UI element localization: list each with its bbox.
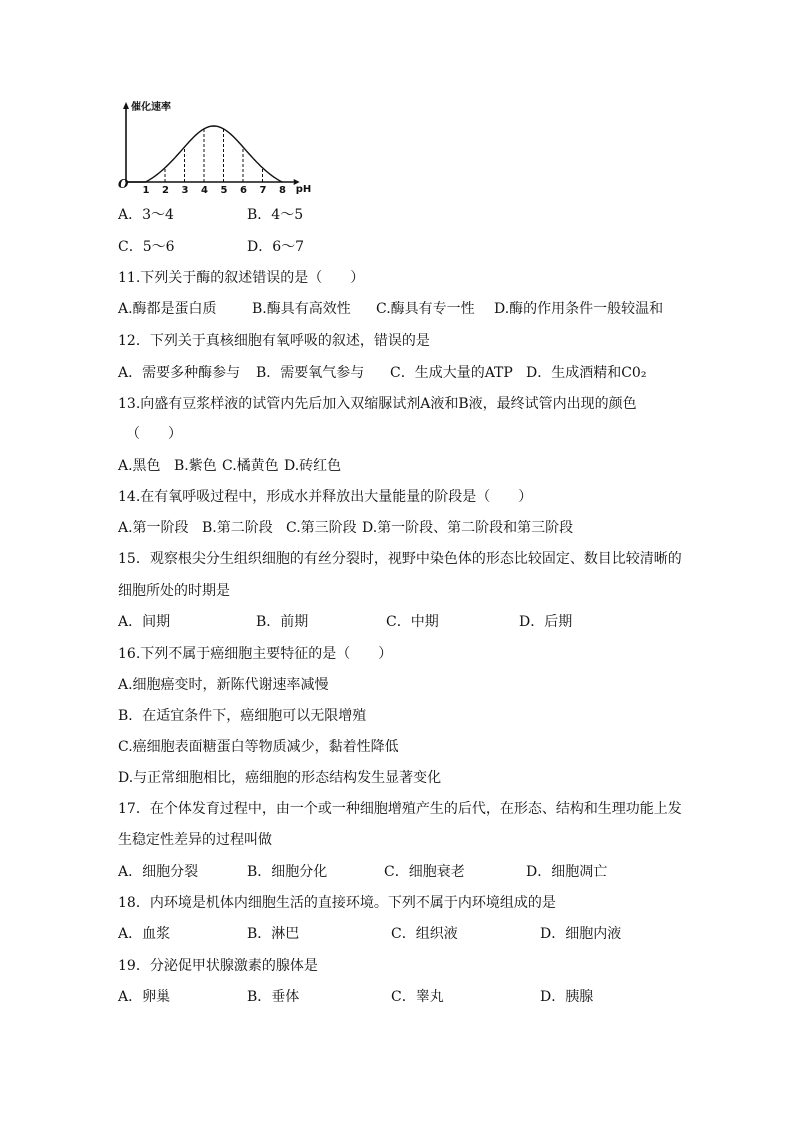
q16-option-c: C.癌细胞表面糖蛋白等物质减少，黏着性降低 — [118, 739, 399, 755]
y-axis-label: 催化速率 — [131, 102, 171, 113]
q11-option-a: A.酶都是蛋白质 — [118, 301, 217, 317]
q18-option-c: C．组织液 — [391, 926, 458, 942]
x-tick-label: 2 — [162, 185, 169, 196]
q15-option-d: D．后期 — [519, 614, 573, 630]
x-tick-label: 3 — [181, 185, 189, 196]
x-tick-label: 4 — [201, 185, 208, 196]
q16-option-a: A.细胞癌变时，新陈代谢速率减慢 — [118, 677, 329, 693]
q17-option-b: B．细胞分化 — [247, 864, 328, 880]
q12-option-a: A．需要多种酶参与 — [118, 365, 241, 381]
q13-blank: （ ） — [126, 426, 182, 442]
q18-option-d: D．细胞内液 — [540, 926, 622, 942]
q18-stem: 18．内环境是机体内细胞生活的直接环境。下列不属于内环境组成的是 — [118, 895, 556, 911]
q15-option-c: C．中期 — [386, 614, 439, 630]
q13-option-d: D.砖红色 — [284, 458, 342, 474]
q10-option-d: D．6～7 — [247, 239, 305, 255]
q16-option-b: B．在适宜条件下，癌细胞可以无限增殖 — [118, 708, 367, 724]
q10-option-b: B．4～5 — [247, 207, 304, 223]
q13-option-a: A.黑色 — [118, 458, 161, 474]
q14-option-a: A.第一阶段 — [118, 520, 189, 536]
q12-stem: 12．下列关于真核细胞有氧呼吸的叙述，错误的是 — [118, 333, 430, 349]
q17-option-d: D．细胞凋亡 — [526, 864, 608, 880]
q15-stem-line1: 15．观察根尖分生组织细胞的有丝分裂时，视野中染色体的形态比较固定、数目比较清晰的 — [118, 551, 682, 567]
q19-option-d: D．胰腺 — [540, 989, 594, 1005]
q17-stem-line2: 生稳定性差异的过程叫做 — [118, 832, 272, 848]
x-tick-label: 1 — [142, 185, 150, 196]
q17-option-c: C．细胞衰老 — [384, 864, 465, 880]
q17-option-a: A．细胞分裂 — [118, 864, 199, 880]
q16-stem: 16.下列不属于癌细胞主要特征的是（ ） — [118, 646, 393, 662]
q15-option-b: B．前期 — [256, 614, 309, 630]
q19-option-b: B．垂体 — [247, 989, 300, 1005]
q11-stem: 11.下列关于酶的叙述错误的是（ ） — [118, 270, 365, 286]
q11-option-b: B.酶具有高效性 — [252, 301, 351, 317]
q12-option-d: D．生成酒精和C0₂ — [526, 365, 647, 381]
q11-option-d: D.酶的作用条件一般较温和 — [494, 301, 664, 317]
q13-option-b: B.紫色 — [174, 458, 217, 474]
q12-option-b: B．需要氧气参与 — [256, 365, 365, 381]
q10-option-c: C．5～6 — [118, 239, 175, 255]
x-axis-label: pH — [295, 184, 312, 195]
x-tick-label: 7 — [259, 185, 267, 196]
q13-option-c: C.橘黄色 — [222, 458, 279, 474]
x-tick-label: 6 — [240, 185, 247, 196]
q14-option-b: B.第二阶段 — [202, 520, 273, 536]
origin-label: O — [118, 177, 129, 191]
q15-stem-line2: 细胞所处的时期是 — [118, 583, 230, 599]
q19-option-c: C．睾丸 — [391, 989, 444, 1005]
q16-option-d: D.与正常细胞相比，癌细胞的形态结构发生显著变化 — [118, 770, 442, 786]
q14-option-d: D.第一阶段、第二阶段和第三阶段 — [362, 520, 574, 536]
q14-option-c: C.第三阶段 — [286, 520, 357, 536]
q19-stem: 19．分泌促甲状腺激素的腺体是 — [118, 958, 318, 974]
q11-option-c: C.酶具有专一性 — [376, 301, 475, 317]
enzyme-ph-chart — [110, 96, 330, 196]
q19-option-a: A．卵巢 — [118, 989, 171, 1005]
y-axis-arrow — [123, 102, 129, 109]
q10-option-a: A．3～4 — [118, 207, 174, 223]
q13-stem: 13.向盛有豆浆样液的试管内先后加入双缩脲试剂A液和B液，最终试管内出现的颜色 — [118, 396, 637, 412]
q18-option-a: A．血浆 — [118, 926, 171, 942]
q17-stem-line1: 17．在个体发育过程中，由一个或一种细胞增殖产生的后代，在形态、结构和生理功能上发 — [118, 801, 682, 817]
q15-option-a: A．间期 — [118, 614, 171, 630]
q12-option-c: C．生成大量的ATP — [390, 365, 513, 381]
q14-stem: 14.在有氧呼吸过程中，形成水并释放出大量能量的阶段是（ ） — [118, 489, 533, 505]
x-tick-label: 8 — [279, 185, 286, 196]
x-tick-label: 5 — [220, 185, 228, 196]
q18-option-b: B．淋巴 — [247, 926, 300, 942]
